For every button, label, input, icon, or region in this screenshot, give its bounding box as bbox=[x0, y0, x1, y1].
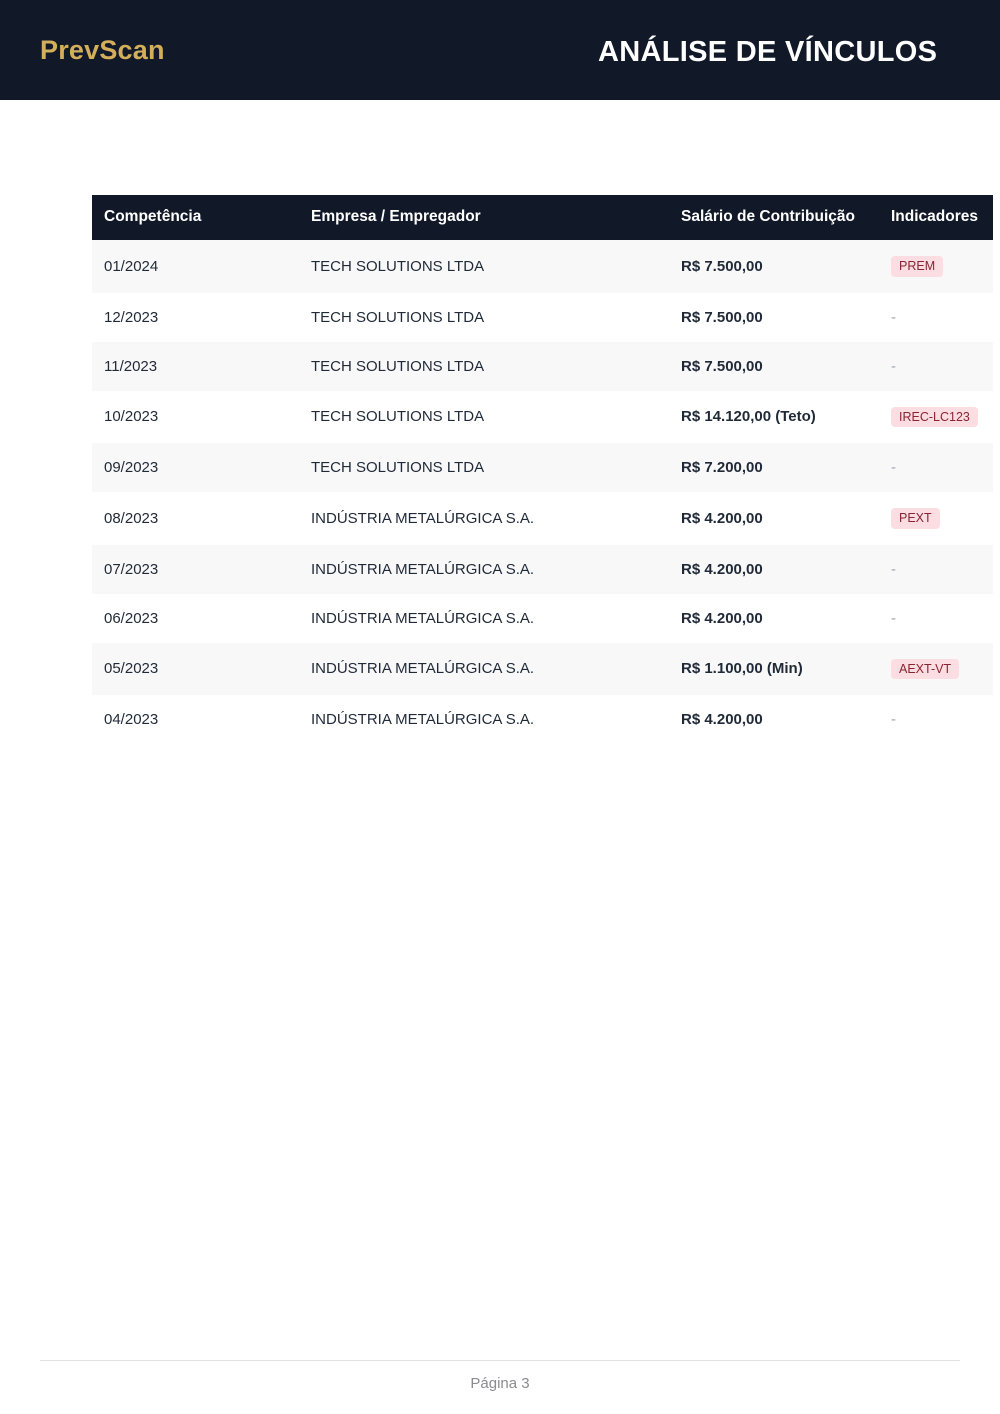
column-header-empresa: Empresa / Empregador bbox=[299, 195, 669, 240]
table-row bbox=[92, 492, 993, 545]
cell-empresa: INDÚSTRIA METALÚRGICA S.A. bbox=[311, 711, 535, 728]
cell-empresa: INDÚSTRIA METALÚRGICA S.A. bbox=[299, 643, 669, 696]
cell-indicadores bbox=[879, 545, 993, 594]
indicator-empty: - bbox=[891, 357, 896, 375]
table-row bbox=[92, 240, 993, 293]
table-row bbox=[92, 293, 993, 342]
status-badge: IREC-LC123 bbox=[891, 407, 978, 428]
cell-salario: R$ 7.500,00 bbox=[681, 308, 763, 326]
vinculos-table bbox=[92, 195, 993, 744]
cell-empresa: TECH SOLUTIONS LTDA bbox=[299, 240, 669, 293]
cell-indicadores bbox=[879, 695, 993, 744]
page-title: ANÁLISE DE VÍNCULOS bbox=[598, 36, 938, 68]
cell-salario: R$ 7.500,00 bbox=[669, 342, 879, 391]
table-row bbox=[92, 594, 993, 643]
cell-indicadores bbox=[879, 391, 993, 444]
cell-salario: R$ 4.200,00 bbox=[669, 545, 879, 594]
cell-salario: R$ 7.500,00 bbox=[669, 240, 879, 293]
table-header bbox=[92, 195, 993, 240]
cell-competencia: 07/2023 bbox=[92, 545, 299, 594]
indicator-empty: - bbox=[891, 560, 896, 578]
table-row bbox=[92, 391, 993, 444]
cell-empresa: TECH SOLUTIONS LTDA bbox=[311, 408, 485, 426]
table-row bbox=[92, 643, 993, 696]
cell-empresa: INDÚSTRIA METALÚRGICA S.A. bbox=[299, 545, 669, 594]
table-row bbox=[92, 545, 993, 594]
document-header bbox=[0, 0, 1000, 100]
cell-competencia: 10/2023 bbox=[104, 408, 159, 426]
cell-competencia: 05/2023 bbox=[92, 643, 299, 696]
cell-indicadores bbox=[879, 643, 993, 696]
cell-competencia: 04/2023 bbox=[104, 711, 159, 728]
status-badge: PEXT bbox=[891, 508, 940, 529]
cell-competencia: 09/2023 bbox=[92, 443, 299, 492]
cell-indicadores bbox=[879, 594, 993, 643]
table-row bbox=[92, 342, 993, 391]
indicator-empty: - bbox=[891, 609, 896, 627]
cell-salario: R$ 4.200,00 bbox=[681, 509, 763, 527]
page-footer bbox=[40, 1360, 960, 1392]
cell-indicadores bbox=[879, 240, 993, 293]
table-body bbox=[92, 240, 993, 744]
cell-salario: R$ 14.120,00 (Teto) bbox=[681, 408, 816, 426]
column-header-competencia: Competência bbox=[92, 195, 299, 240]
cell-salario: R$ 4.200,00 bbox=[681, 711, 763, 728]
cell-salario: R$ 1.100,00 (Min) bbox=[669, 643, 879, 696]
column-header-salario: Salário de Contribuição bbox=[669, 195, 879, 240]
cell-competencia: 08/2023 bbox=[104, 509, 159, 527]
status-badge: AEXT-VT bbox=[891, 659, 959, 680]
cell-competencia: 11/2023 bbox=[92, 342, 299, 391]
page-number: Página 3 bbox=[470, 1375, 530, 1392]
status-badge: PREM bbox=[891, 256, 943, 277]
table-row bbox=[92, 443, 993, 492]
cell-competencia: 12/2023 bbox=[104, 308, 159, 326]
brand-logo: PrevScan bbox=[40, 34, 165, 65]
cell-indicadores bbox=[879, 342, 993, 391]
cell-indicadores bbox=[879, 443, 993, 492]
cell-indicadores bbox=[879, 293, 993, 342]
indicator-empty: - bbox=[891, 711, 896, 728]
column-header-indicadores: Indicadores bbox=[879, 195, 993, 240]
indicator-empty: - bbox=[891, 308, 896, 326]
table-header-row bbox=[92, 195, 993, 240]
cell-empresa: TECH SOLUTIONS LTDA bbox=[299, 443, 669, 492]
cell-indicadores bbox=[879, 492, 993, 545]
cell-salario: R$ 4.200,00 bbox=[681, 609, 763, 627]
vinculos-table-container bbox=[92, 195, 978, 744]
cell-empresa: TECH SOLUTIONS LTDA bbox=[311, 308, 485, 326]
cell-competencia: 01/2024 bbox=[92, 240, 299, 293]
indicator-empty: - bbox=[891, 459, 896, 476]
cell-empresa: TECH SOLUTIONS LTDA bbox=[299, 342, 669, 391]
table-row bbox=[92, 695, 993, 744]
cell-competencia: 06/2023 bbox=[104, 609, 159, 627]
cell-empresa: INDÚSTRIA METALÚRGICA S.A. bbox=[311, 509, 535, 527]
cell-empresa: INDÚSTRIA METALÚRGICA S.A. bbox=[311, 609, 535, 627]
cell-salario: R$ 7.200,00 bbox=[669, 443, 879, 492]
